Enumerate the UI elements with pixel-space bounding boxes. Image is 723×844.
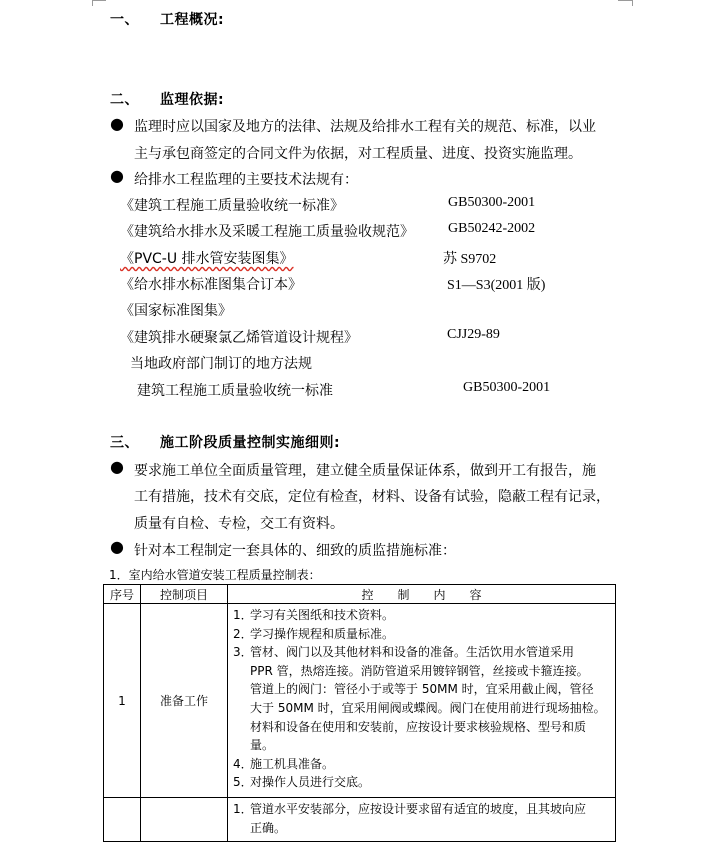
section-title: 监理依据: xyxy=(160,92,225,108)
paragraph-line: 主与承包商签定的合同文件为依据，对工程质量、进度、投资实施监理。 xyxy=(134,146,582,162)
table-caption: 1．室内给水管道安装工程质量控制表： xyxy=(109,568,321,582)
content-item: 1． 管道水平安装部分，应按设计要求留有适宜的坡度，且其坡向应 正确。 xyxy=(233,802,587,835)
section-number: 一、 xyxy=(110,12,139,28)
regulation-code: GB50242-2002 xyxy=(448,221,536,236)
regulation-name: 《给水排水标准图集合订本》 xyxy=(120,277,302,293)
content-item: 3． 管材、阀门以及其他材料和设备的准备。生活饮用水管道采用 PPR 管，热熔连接。消防管道采用镀锌钢管，丝接或卡箍连接。 管道上的阀门：管径小于或等于 50MM 时，宜采用截止阀，管径 大于 50MM 时，宜采用闸阀或蝶阀。阀门在使用前进行现场抽检。 材料和设备在使用和安装前，应按设计要求核验规格、型号和质 量。 xyxy=(233,645,606,753)
regulation-name: 当地政府部门制订的地方法规 xyxy=(130,356,312,372)
control-content xyxy=(228,798,616,842)
table-header-row xyxy=(104,585,616,604)
control-content xyxy=(228,604,616,798)
regulation-code: CJJ29-89 xyxy=(447,327,500,342)
control-item xyxy=(141,798,228,842)
content-item: 1． 学习有关图纸和技术资料。 xyxy=(233,608,395,622)
row-number xyxy=(104,798,141,842)
regulation-code: 苏 S9702 xyxy=(443,252,497,267)
section-title: 施工阶段质量控制实施细则: xyxy=(160,435,341,451)
bullet-icon: ● xyxy=(110,166,124,185)
section-title: 工程概况: xyxy=(160,12,225,28)
regulation-code: S1—S3(2001 版) xyxy=(447,278,546,293)
paragraph-line: 监理时应以国家及地方的法律、法规及给排水工程有关的规范、标准，以业 xyxy=(134,119,596,135)
page-corner-mark xyxy=(632,0,634,6)
regulation-name: 建筑工程施工质量验收统一标准 xyxy=(137,383,333,399)
bullet-icon: ● xyxy=(110,114,124,133)
paragraph-line: 给排水工程监理的主要技术法规有： xyxy=(134,172,358,188)
regulation-name: 《建筑工程施工质量验收统一标准》 xyxy=(120,198,344,214)
quality-control-table xyxy=(103,584,616,842)
page-corner-mark xyxy=(92,0,106,2)
regulation-name: 《建筑排水硬聚氯乙烯管道设计规程》 xyxy=(120,330,358,346)
paragraph-line: 要求施工单位全面质量管理，建立健全质量保证体系，做到开工有报告，施 xyxy=(134,463,596,479)
table-row xyxy=(104,604,616,798)
row-number: 1 xyxy=(104,604,141,798)
table-header-cell: 控 制 内 容 xyxy=(228,585,616,604)
regulation-code: GB50300-2001 xyxy=(463,380,551,395)
regulation-name: 《建筑给水排水及采暖工程施工质量验收规范》 xyxy=(120,224,414,240)
table-row xyxy=(104,798,616,842)
table-header-cell: 控制项目 xyxy=(141,585,228,604)
bullet-icon: ● xyxy=(110,457,124,476)
page-corner-mark xyxy=(92,0,94,6)
content-item: 2． 学习操作规程和质量标准。 xyxy=(233,626,395,641)
paragraph-line: 质量有自检、专检，交工有资料。 xyxy=(134,516,344,532)
table-header-cell: 序号 xyxy=(104,585,141,604)
regulation-name: 《国家标准图集》 xyxy=(120,303,232,319)
content-item: 4． 施工机具准备。 xyxy=(233,756,335,771)
section-1-heading xyxy=(110,9,224,29)
bullet-icon: ● xyxy=(110,537,124,556)
page-corner-mark xyxy=(618,0,632,2)
regulation-name: 《PVC-U 排水管安装图集》 xyxy=(120,251,294,267)
section-3-heading xyxy=(110,432,340,452)
regulation-code: GB50300-2001 xyxy=(448,195,536,210)
content-item: 5． 对操作人员进行交底。 xyxy=(233,775,371,790)
control-item: 准备工作 xyxy=(141,604,228,798)
section-number: 三、 xyxy=(110,435,139,451)
section-2-heading xyxy=(110,89,224,109)
section-number: 二、 xyxy=(110,92,139,108)
paragraph-line: 针对本工程制定一套具体的、细致的质监措施标准： xyxy=(134,543,456,559)
paragraph-line: 工有措施，技术有交底，定位有检查，材料、设备有试验，隐蔽工程有记录， xyxy=(134,489,610,505)
